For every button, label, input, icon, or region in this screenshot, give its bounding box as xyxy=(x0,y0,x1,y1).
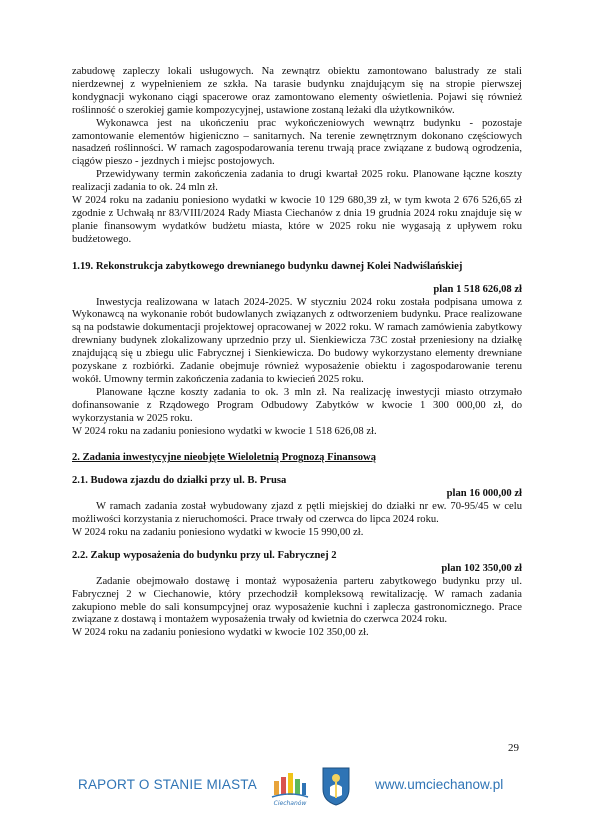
plan-amount: plan 102 350,00 zł xyxy=(441,562,522,574)
coat-of-arms-icon xyxy=(320,765,352,807)
city-logo-icon xyxy=(268,767,312,807)
paragraph: W 2024 roku na zadaniu poniesiono wydatki w kwocie 102 350,00 zł. xyxy=(72,627,369,639)
paragraph: Przewidywany termin zakończenia zadania to drugi kwartał 2025 roku. Planowane łączne koszty realizacji zadania to ok. 24 mln zł. xyxy=(72,169,522,194)
footer-website-link[interactable]: www.umciechanow.pl xyxy=(375,777,504,792)
paragraph: Planowane łączne koszty zadania to ok. 3 mln zł. Na realizację inwestycji miasto otrzymało dofinansowanie z Rządowego Program Odbudowy Zabytków w kwocie 1 300 000,00 zł, do wykorzystania w 2025 roku. xyxy=(72,386,522,424)
paragraph: Inwestycja realizowana w latach 2024-2025. W styczniu 2024 roku została podpisana umowa z Wykonawcą na wykonanie robót budowlanych związanych z odtworzeniem budynku. Prace realizowane są na podstawie dokumentacji projektowej opracowanej w 2022 roku. W ramach zamówienia zabytkowy drewniany budynek zlokalizowany uprzednio przy ul. Sienkiewicza 73C został przeniesiony na działkę znajdującą się u zbiegu ulic Fabrycznej i Sienkiewicza. Do budowy wykorzystano elementy drewniane pozyskane z rozbiórki. Zadanie obejmuje również wyposażenie obiektu i zagospodarowanie terenu wokół. Umowny termin zakończenia zadania to kwiecień 2025 roku. xyxy=(72,296,522,385)
paragraph: Wykonawca jest na ukończeniu prac wykończeniowych wewnątrz budynku - pozostaje zamontowanie elementów higieniczno – sanitarnych. Na terenie zewnętrznym dokonano częściowych nasadzeń roślinności. W ramach zagospodarowania terenu trwają prace związane z budową ogrodzenia, ciągów pieszo - jezdnych i miejsc postojowych. xyxy=(72,117,522,168)
section-heading-1-19: 1.19. Rekonstrukcja zabytkowego drewnianego budynku dawnej Kolei Nadwiślańskiej xyxy=(72,260,463,272)
section-heading-2-1: 2.1. Budowa zjazdu do działki przy ul. B. Prusa xyxy=(72,475,287,487)
section-heading-2-2: 2.2. Zakup wyposażenia do budynku przy ul. Fabrycznej 2 xyxy=(72,549,337,561)
paragraph: Zadanie obejmowało dostawę i montaż wyposażenia parteru zabytkowego budynku przy ul. Fabrycznej 2 w Ciechanowie, który przechodził kompleksową rewitalizację. W ramach zadania zakupiono meble do sali konsumpcyjnej oraz wyposażenie kuchni i zaplecza gastronomicznego. Prace związane z dostawą i montażem wyposażenia trwały od kwietnia do czerwca 2024 roku. xyxy=(72,575,522,626)
svg-text:Ciechanów: Ciechanów xyxy=(273,800,307,807)
footer-report-title: RAPORT O STANIE MIASTA xyxy=(78,777,257,792)
page-content xyxy=(72,66,522,640)
section-heading-2: 2. Zadania inwestycyjne nieobjęte Wieloletnią Prognozą Finansową xyxy=(72,452,376,464)
footer xyxy=(0,765,594,810)
page-number: 29 xyxy=(508,742,519,754)
paragraph: W ramach zadania został wybudowany zjazd z pętli miejskiej do działki nr ew. 70-95/45 w celu możliwości korzystania z nieruchomości. Prace trwały od czerwca do lipca 2024 roku. xyxy=(72,501,522,526)
paragraph: W 2024 roku na zadaniu poniesiono wydatki w kwocie 15 990,00 zł. xyxy=(72,527,364,538)
plan-amount: plan 16 000,00 zł xyxy=(446,488,522,500)
paragraph: W 2024 roku na zadaniu poniesiono wydatki w kwocie 10 129 680,39 zł, w tym kwota 2 676 526,65 zł zgodnie z Uchwałą nr 83/VIII/2024 Rady Miasta Ciechanów z dnia 19 grudnia 2024 roku znajduje się w planie finansowym wydatków budżetu miasta, które w 2025 roku nie wygasają z upływem roku budżetowego. xyxy=(72,195,522,245)
paragraph: W 2024 roku na zadaniu poniesiono wydatki w kwocie 1 518 626,08 zł. xyxy=(72,425,377,437)
paragraph: zabudowę zapleczy lokali usługowych. Na zewnątrz obiektu zamontowano balustrady ze stali nierdzewnej z wypełnieniem ze szkła. Na tarasie budynku znajdującym się na stropie pierwszej kondygnacji wykonano ciągi spacerowe oraz zamontowano elementy oświetlenia. Pojawi się również roślinność o szerokiej gamie kompozycyjnej, ustawione zostaną leżaki dla użytkowników. xyxy=(72,66,522,116)
plan-amount: plan 1 518 626,08 zł xyxy=(433,283,522,295)
